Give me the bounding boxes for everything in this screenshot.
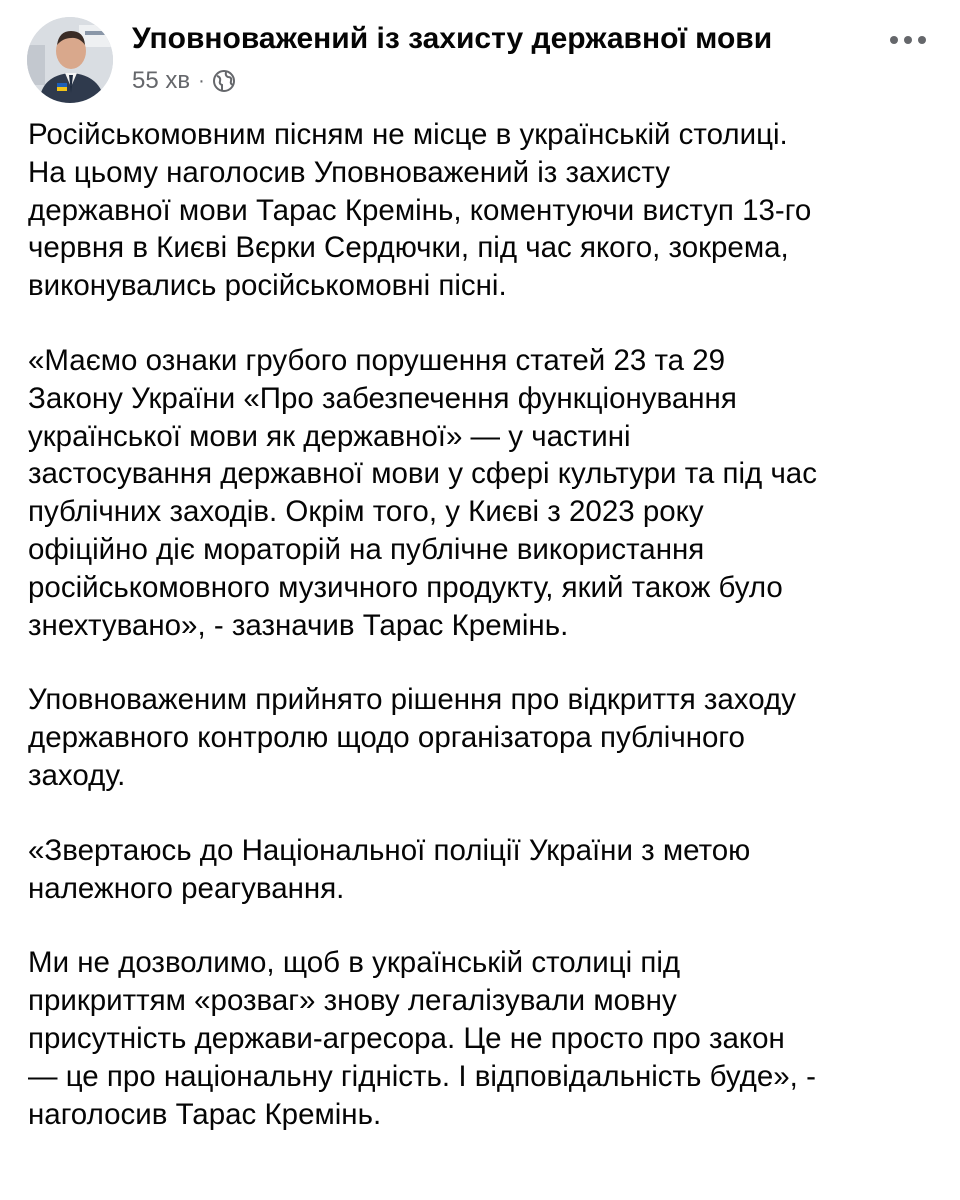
post-paragraph: Уповноваженим прийнято рішення про відкриття заходу державного контролю щодо організатора публічного заходу. [28, 683, 796, 792]
post-paragraph: Російськомовним пісням не місце в українській столиці. На цьому наголосив Уповноважений із захисту державної мови Тарас Кремінь, коментуючи виступ 13-го червня в Києві Вєрки Сердючки, під час якого, зокрема, виконувались російськомовні пісні. [28, 118, 812, 303]
post-header [0, 0, 960, 110]
globe-icon[interactable] [212, 69, 236, 93]
post-timestamp[interactable]: 55 хв [132, 67, 191, 94]
post-body [28, 116, 938, 1170]
avatar[interactable] [27, 17, 113, 103]
post-meta [132, 66, 236, 96]
more-horizontal-icon [888, 35, 928, 45]
post-paragraph: «Звертаюсь до Національної поліції України з метою належного реагування. [28, 833, 751, 905]
post-paragraph: Ми не дозволимо, щоб в українській столиці під прикриттям «розваг» знову легалізували мовну присутність держави-агресора. Це не просто про закон — це про національну гідність. І відповідальність буде», - наголосив Тарас Кремінь. [28, 946, 816, 1131]
avatar-photo [27, 17, 113, 103]
author-name[interactable]: Уповноважений із захисту державної мови [132, 22, 773, 55]
post-paragraph: «Маємо ознаки грубого порушення статей 23 та 29 Закону України «Про забезпечення функціонування української мови як державної» — у частині застосування державної мови у сфері культури та під час публічних заходів. Окрім того, у Києві з 2023 року офіційно діє мораторій на публічне використання російськомовного музичного продукту, який також було знехтувано», - зазначив Тарас Кремінь. [28, 343, 817, 642]
more-options-button[interactable] [882, 18, 934, 62]
meta-separator: · [198, 69, 205, 92]
